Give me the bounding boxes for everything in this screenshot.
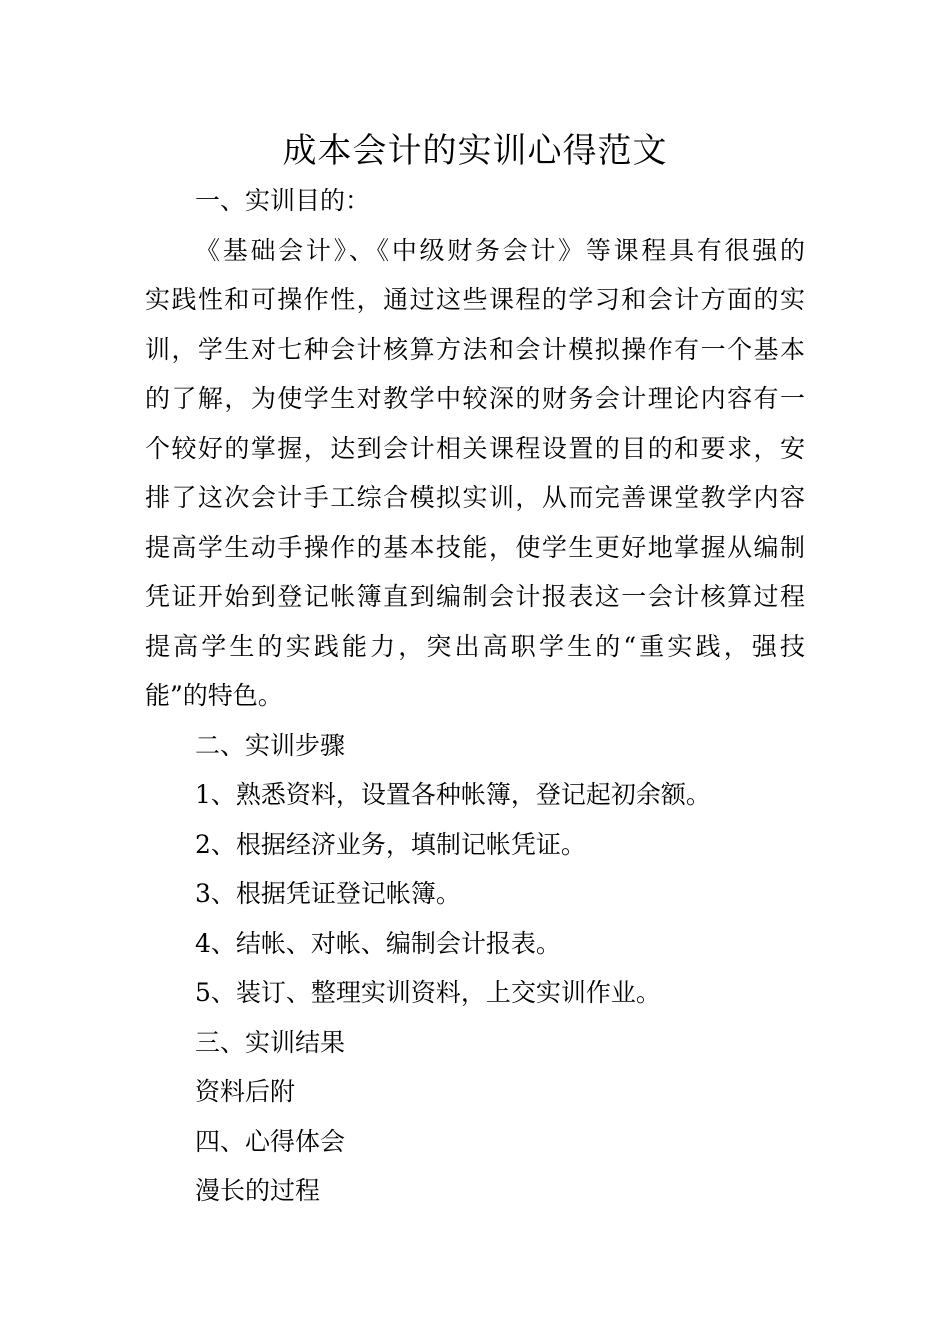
step-item: 5、装订、整理实训资料，上交实训作业。 xyxy=(195,978,661,1007)
step-item: 3、根据凭证登记帐簿。 xyxy=(195,879,461,908)
paragraph-line: 实践性和可操作性，通过这些课程的学习和会计方面的实 xyxy=(145,285,805,314)
paragraph-line: 训，学生对七种会计核算方法和会计模拟操作有一个基本 xyxy=(145,334,805,364)
section-heading-purpose: 一、实训目的： xyxy=(195,186,371,215)
document-title: 成本会计的实训心得范文 xyxy=(282,131,668,171)
paragraph-line: 凭证开始到登记帐簿直到编制会计报表这一会计核算过程 xyxy=(145,582,805,611)
results-text: 资料后附 xyxy=(195,1077,296,1106)
step-item: 1、熟悉资料，设置各种帐簿，登记起初余额。 xyxy=(195,780,711,809)
paragraph-line: 提高学生动手操作的基本技能，使学生更好地掌握从编制 xyxy=(145,532,805,562)
step-item: 2、根据经济业务，填制记帐凭证。 xyxy=(195,829,586,859)
step-item: 4、结帐、对帐、编制会计报表。 xyxy=(195,928,561,958)
paragraph-line: 提高学生的实践能力，突出高职学生的“重实践，强技 xyxy=(145,631,805,661)
paragraph-line: 能”的特色。 xyxy=(145,681,283,710)
document-body xyxy=(145,176,805,1216)
paragraph-line: 个较好的掌握，达到会计相关课程设置的目的和要求，安 xyxy=(145,433,805,463)
paragraph-line: 《基础会计》、《中级财务会计》等课程具有很强的 xyxy=(195,235,805,265)
section-heading-results: 三、实训结果 xyxy=(195,1027,346,1057)
paragraph-line: 排了这次会计手工综合模拟实训，从而完善课堂教学内容 xyxy=(145,483,805,512)
experience-text: 漫长的过程 xyxy=(195,1176,321,1205)
section-heading-experience: 四、心得体会 xyxy=(195,1126,346,1156)
paragraph-line: 的了解，为使学生对教学中较深的财务会计理论内容有一 xyxy=(145,384,805,413)
section-heading-steps: 二、实训步骤 xyxy=(195,730,346,760)
